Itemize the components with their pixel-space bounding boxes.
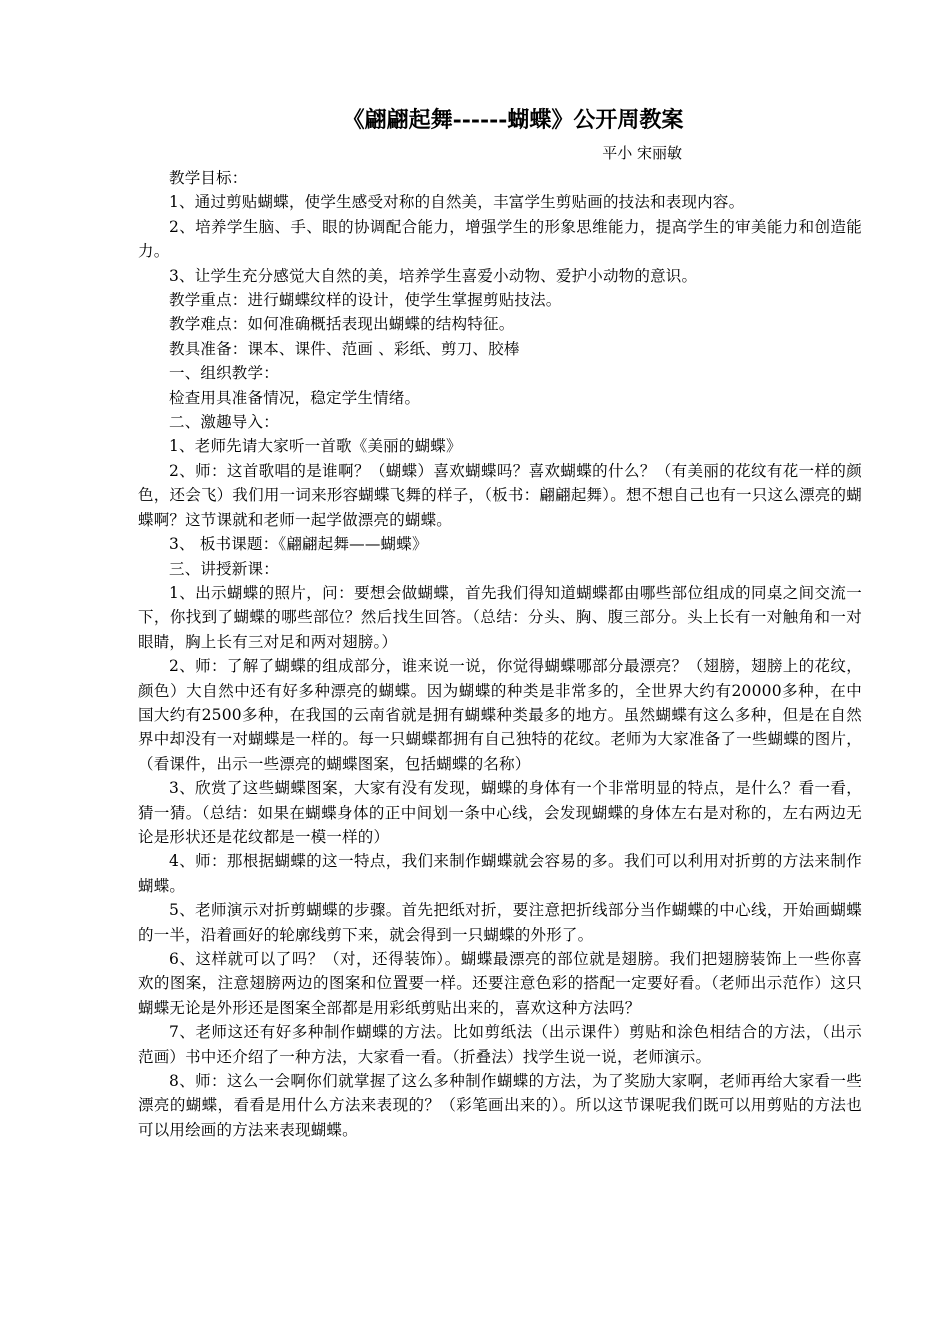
document-body: [138, 166, 862, 1142]
body-paragraph: 一、组织教学：: [169, 364, 279, 383]
body-paragraph: 5、老师演示对折剪蝴蝶的步骤。首先把纸对折，要注意把折线部分当作蝴蝶的中心线，开始画蝴蝶的一半，沿着画好的轮廓线剪下来，就会得到一只蝴蝶的外形了。: [138, 901, 862, 944]
body-paragraph: 7、老师这还有好多种制作蝴蝶的方法。比如剪纸法（出示课件）剪贴和涂色相结合的方法，（出示范画）书中还介绍了一种方法，大家看一看。（折叠法）找学生说一说，老师演示。: [138, 1023, 862, 1066]
body-paragraph: 教具准备：课本、课件、范画 、彩纸、剪刀、胶棒: [169, 339, 520, 358]
body-paragraph: 2、师：了解了蝴蝶的组成部分，谁来说一说，你觉得蝴蝶哪部分最漂亮？（翅膀，翅膀上的花纹，颜色）大自然中还有好多种漂亮的蝴蝶。因为蝴蝶的种类是非常多的，全世界大约有20000多种，在中国大约有2500多种，在我国的云南省就是拥有蝴蝶种类最多的地方。虽然蝴蝶有这么多种，但是在自然界中却没有一对蝴蝶是一样的。每一只蝴蝶都拥有自己独特的花纹。老师为大家准备了一些蝴蝶的图片，（看课件，出示一些漂亮的蝴蝶图案，包括蝴蝶的名称）: [138, 657, 862, 773]
body-paragraph: 2、师：这首歌唱的是谁啊？（蝴蝶）喜欢蝴蝶吗？喜欢蝴蝶的什么？（有美丽的花纹有花一样的颜色，还会飞）我们用一词来形容蝴蝶飞舞的样子，（板书：翩翩起舞）。想不想自己也有一只这么漂亮的蝴蝶啊？这节课就和老师一起学做漂亮的蝴蝶。: [138, 461, 862, 529]
body-paragraph: 6、这样就可以了吗？（对，还得装饰）。蝴蝶最漂亮的部位就是翅膀。我们把翅膀装饰上一些你喜欢的图案，注意翅膀两边的图案和位置要一样。还要注意色彩的搭配一定要好看。（老师出示范作）这只蝴蝶无论是外形还是图案全部都是用彩纸剪贴出来的，喜欢这种方法吗？: [138, 950, 862, 1017]
body-paragraph: 3、让学生充分感觉大自然的美，培养学生喜爱小动物、爱护小动物的意识。: [169, 266, 698, 285]
body-paragraph: 1、通过剪贴蝴蝶，使学生感受对称的自然美，丰富学生剪贴画的技法和表现内容。: [169, 193, 745, 212]
body-paragraph: 教学重点：进行蝴蝶纹样的设计，使学生掌握剪贴技法。: [169, 291, 562, 310]
body-paragraph: 1、出示蝴蝶的照片，问：要想会做蝴蝶，首先我们得知道蝴蝶都由哪些部位组成的同桌之间交流一下，你找到了蝴蝶的哪些部位？然后找生回答。（总结：分头、胸、腹三部分。头上长有一对触角和一对眼睛，胸上长有三对足和两对翅膀。）: [138, 583, 862, 651]
body-paragraph: 教学目标：: [169, 169, 248, 187]
body-paragraph: 2、培养学生脑、手、眼的协调配合能力，增强学生的形象思维能力，提高学生的审美能力和创造能力。: [138, 217, 862, 261]
body-paragraph: 三、讲授新课：: [169, 559, 279, 578]
document-title: 《翩翩起舞------蝴蝶》公开周教案: [342, 107, 684, 133]
body-paragraph: 3、 板书课题：《翩翩起舞——蝴蝶》: [169, 535, 428, 554]
body-paragraph: 教学难点：如何准确概括表现出蝴蝶的结构特征。: [169, 315, 515, 334]
body-paragraph: 8、师：这么一会啊你们就掌握了这么多种制作蝴蝶的方法，为了奖励大家啊，老师再给大家看一些漂亮的蝴蝶，看看是用什么方法来表现的？（彩笔画出来的）。所以这节课呢我们既可以用剪贴的方法也可以用绘画的方法来表现蝴蝶。: [138, 1072, 862, 1139]
body-paragraph: 4、师：那根据蝴蝶的这一特点，我们来制作蝴蝶就会容易的多。我们可以利用对折剪的方法来制作蝴蝶。: [138, 852, 862, 895]
document-page: [138, 100, 862, 1142]
body-paragraph: 二、激趣导入：: [169, 413, 279, 432]
body-paragraph: 1、老师先请大家听一首歌《美丽的蝴蝶》: [169, 437, 462, 456]
body-paragraph: 3、欣赏了这些蝴蝶图案，大家有没有发现，蝴蝶的身体有一个非常明显的特点，是什么？看一看，猜一猜。（总结：如果在蝴蝶身体的正中间划一条中心线，会发现蝴蝶的身体左右是对称的，左右两边无论是形状还是花纹都是一模一样的）: [138, 779, 862, 846]
document-author: 平小 宋丽敏: [602, 144, 682, 162]
body-paragraph: 检查用具准备情况，稳定学生情绪。: [169, 388, 421, 407]
